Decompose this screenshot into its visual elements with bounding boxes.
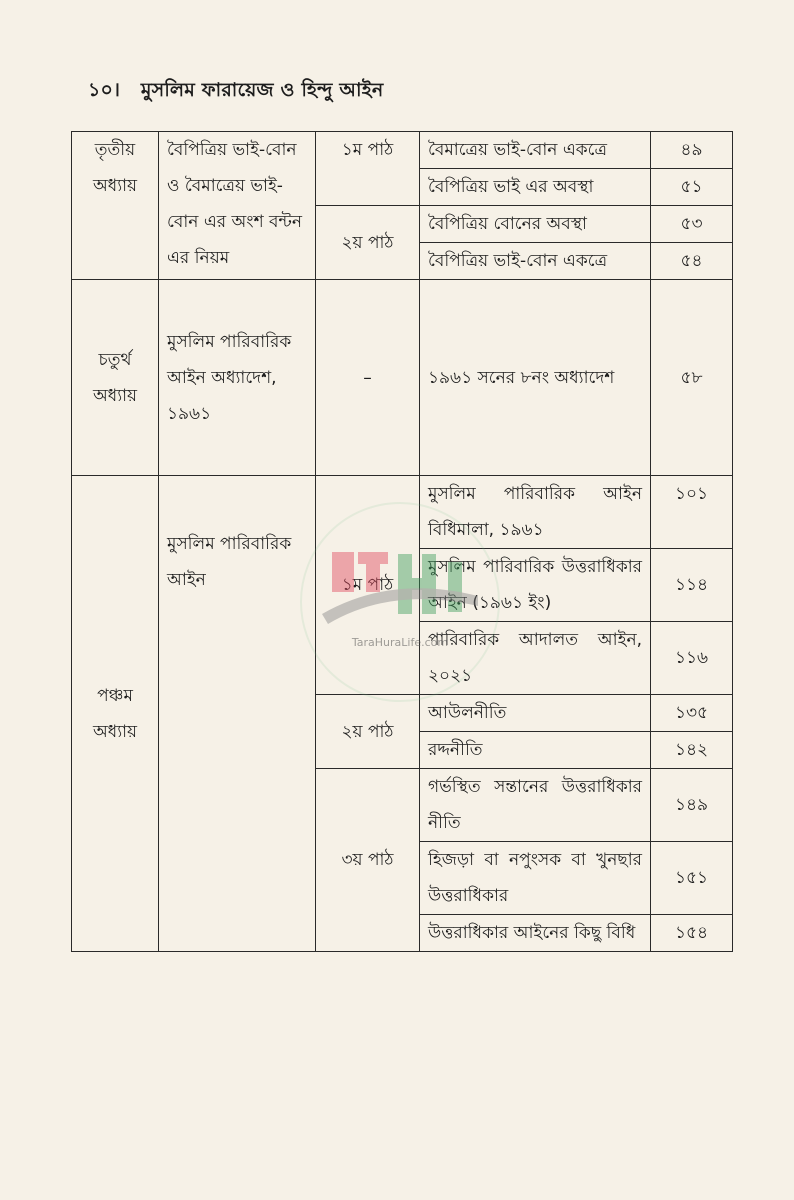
topic-cell: বৈপিত্রিয় ভাই-বোন একত্রে [420, 243, 651, 280]
page-cell: ১৪৯ [651, 769, 733, 842]
page-cell: ৫৩ [651, 206, 733, 243]
page-cell: ১৩৫ [651, 695, 733, 732]
topic-cell: আউলনীতি [420, 695, 651, 732]
chapter-cell: পঞ্চম অধ্যায় [72, 476, 159, 952]
lesson-cell: ২য় পাঠ [316, 206, 420, 280]
topic-cell: হিজড়া বা নপুংসক বা খুনছার উত্তরাধিকার [420, 842, 651, 915]
topic-cell: পারিবারিক আদালত আইন, ২০২১ [420, 622, 651, 695]
lesson-cell: ১ম পাঠ [316, 132, 420, 206]
topic-cell: মুসলিম পারিবারিক উত্তরাধিকার আইন (১৯৬১ ইং) [420, 549, 651, 622]
book-title: মুসলিম ফারায়েজ ও হিন্দু আইন [140, 79, 384, 101]
topic-cell: বৈপিত্রিয় ভাই এর অবস্থা [420, 169, 651, 206]
page-cell: ১৪২ [651, 732, 733, 769]
page-cell: ৫৮ [651, 280, 733, 476]
table-row [72, 280, 733, 476]
page-cell: ৫৪ [651, 243, 733, 280]
lesson-cell: ৩য় পাঠ [316, 769, 420, 952]
page-cell: ৫১ [651, 169, 733, 206]
table-row [72, 132, 733, 169]
watermark-url: TaraHuraLife.com [351, 636, 449, 649]
topic-cell: বৈমাত্রেয় ভাই-বোন একত্রে [420, 132, 651, 169]
page-cell: ১০১ [651, 476, 733, 549]
topic-cell: রদ্দনীতি [420, 732, 651, 769]
topic-cell: বৈপিত্রিয় বোনের অবস্থা [420, 206, 651, 243]
page-cell: ৪৯ [651, 132, 733, 169]
contents-table [71, 131, 733, 952]
page-header [88, 76, 383, 108]
page-number: ১০। [88, 79, 121, 101]
chapter-title: মুসলিম পারিবারিক আইন [159, 476, 316, 952]
page-cell: ১৫১ [651, 842, 733, 915]
chapter-title: বৈপিত্রিয় ভাই-বোন ও বৈমাত্রেয় ভাই-বোন এর অংশ বন্টন এর নিয়ম [159, 132, 316, 280]
lesson-cell: ২য় পাঠ [316, 695, 420, 769]
page-cell: ১১৬ [651, 622, 733, 695]
chapter-title: মুসলিম পারিবারিক আইন অধ্যাদেশ, ১৯৬১ [159, 280, 316, 476]
topic-cell: ১৯৬১ সনের ৮নং অধ্যাদেশ [420, 280, 651, 476]
chapter-cell: চতুর্থ অধ্যায় [72, 280, 159, 476]
table-row [72, 476, 733, 549]
topic-cell: মুসলিম পারিবারিক আইন বিধিমালা, ১৯৬১ [420, 476, 651, 549]
page-cell: ১১৪ [651, 549, 733, 622]
lesson-cell: ১ম পাঠ [316, 476, 420, 695]
page-cell: ১৫৪ [651, 915, 733, 952]
lesson-cell: – [316, 280, 420, 476]
topic-cell: উত্তরাধিকার আইনের কিছু বিধি [420, 915, 651, 952]
topic-cell: গর্ভস্থিত সন্তানের উত্তরাধিকার নীতি [420, 769, 651, 842]
chapter-cell: তৃতীয় অধ্যায় [72, 132, 159, 280]
